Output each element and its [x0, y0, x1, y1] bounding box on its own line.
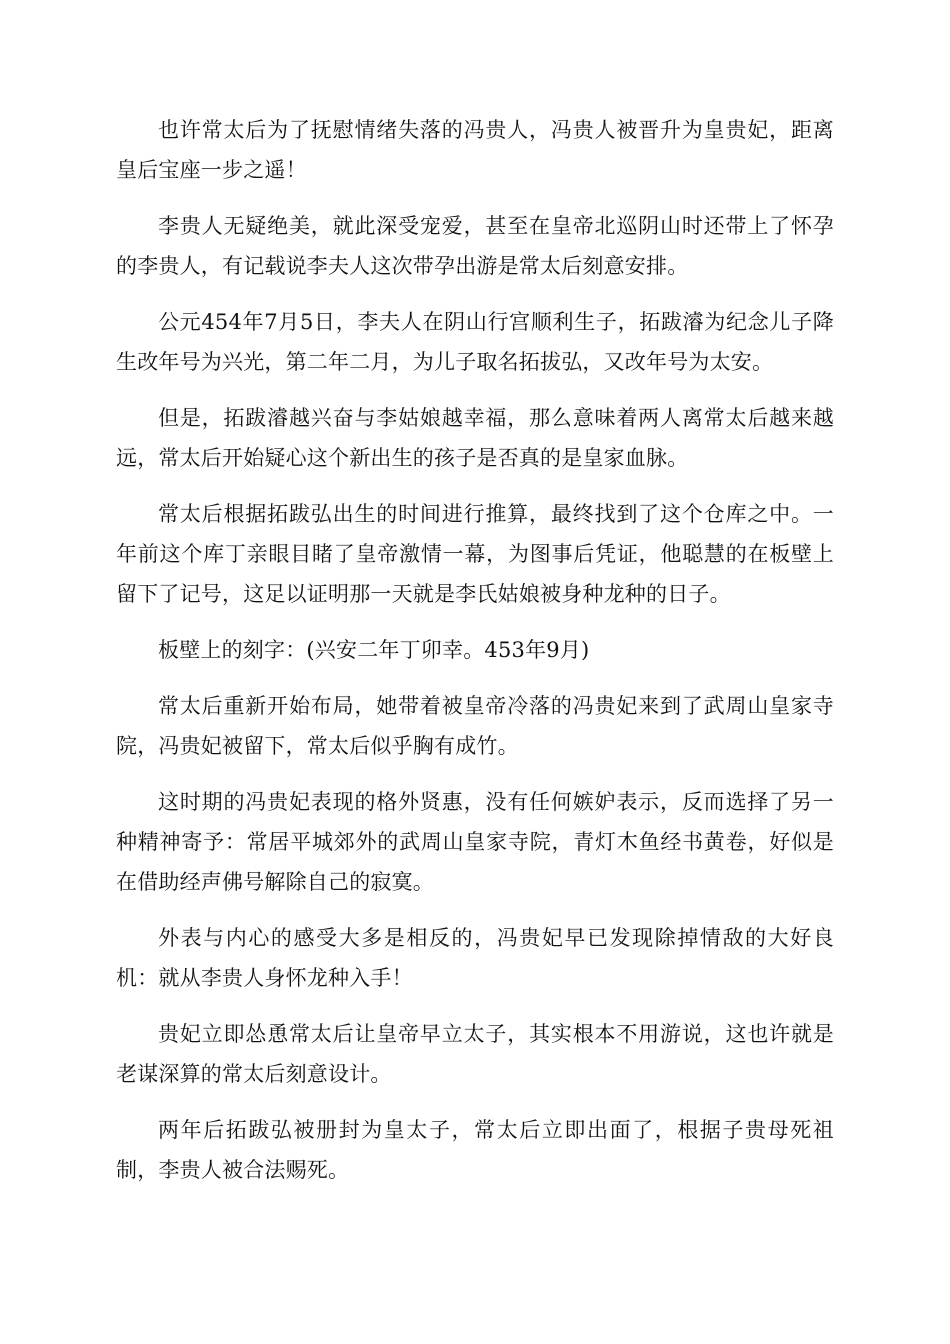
paragraph-3: 公元454年7月5日，李夫人在阴山行宫顺利生子，拓跋濬为纪念儿子降生改年号为兴光，第二年二月，为儿子取名拓拔弘，又改年号为太安。 [116, 310, 834, 374]
paragraph-7: 常太后重新开始布局，她带着被皇帝冷落的冯贵妃来到了武周山皇家寺院，冯贵妃被留下，常太后似乎胸有成竹。 [116, 694, 834, 758]
paragraph-6: 板壁上的刻字：(兴安二年丁卯幸。453年9月) [158, 638, 590, 662]
paragraph-5: 常太后根据拓跋弘出生的时间进行推算，最终找到了这个仓库之中。一年前这个库丁亲眼目睹了皇帝激情一幕，为图事后凭证，他聪慧的在板壁上留下了记号，这足以证明那一天就是李氏姑娘被身种龙种的日子。 [116, 502, 834, 606]
paragraph-4: 但是，拓跋濬越兴奋与李姑娘越幸福，那么意味着两人离常太后越来越远，常太后开始疑心这个新出生的孩子是否真的是皇家血脉。 [116, 406, 834, 470]
paragraph-10: 贵妃立即怂恿常太后让皇帝早立太子，其实根本不用游说，这也许就是老谋深算的常太后刻意设计。 [116, 1022, 834, 1086]
paragraph-9: 外表与内心的感受大多是相反的，冯贵妃早已发现除掉情敌的大好良机：就从李贵人身怀龙种入手！ [116, 926, 834, 990]
paragraph-1: 也许常太后为了抚慰情绪失落的冯贵人，冯贵人被晋升为皇贵妃，距离皇后宝座一步之遥！ [116, 118, 834, 182]
paragraph-2: 李贵人无疑绝美，就此深受宠爱，甚至在皇帝北巡阴山时还带上了怀孕的李贵人，有记载说李夫人这次带孕出游是常太后刻意安排。 [116, 214, 834, 278]
paragraph-11: 两年后拓跋弘被册封为皇太子，常太后立即出面了，根据子贵母死祖制，李贵人被合法赐死。 [116, 1118, 834, 1182]
paragraph-8: 这时期的冯贵妃表现的格外贤惠，没有任何嫉妒表示，反而选择了另一种精神寄予：常居平城郊外的武周山皇家寺院，青灯木鱼经书黄卷，好似是在借助经声佛号解除自己的寂寞。 [116, 790, 834, 894]
article-body [116, 110, 834, 1206]
